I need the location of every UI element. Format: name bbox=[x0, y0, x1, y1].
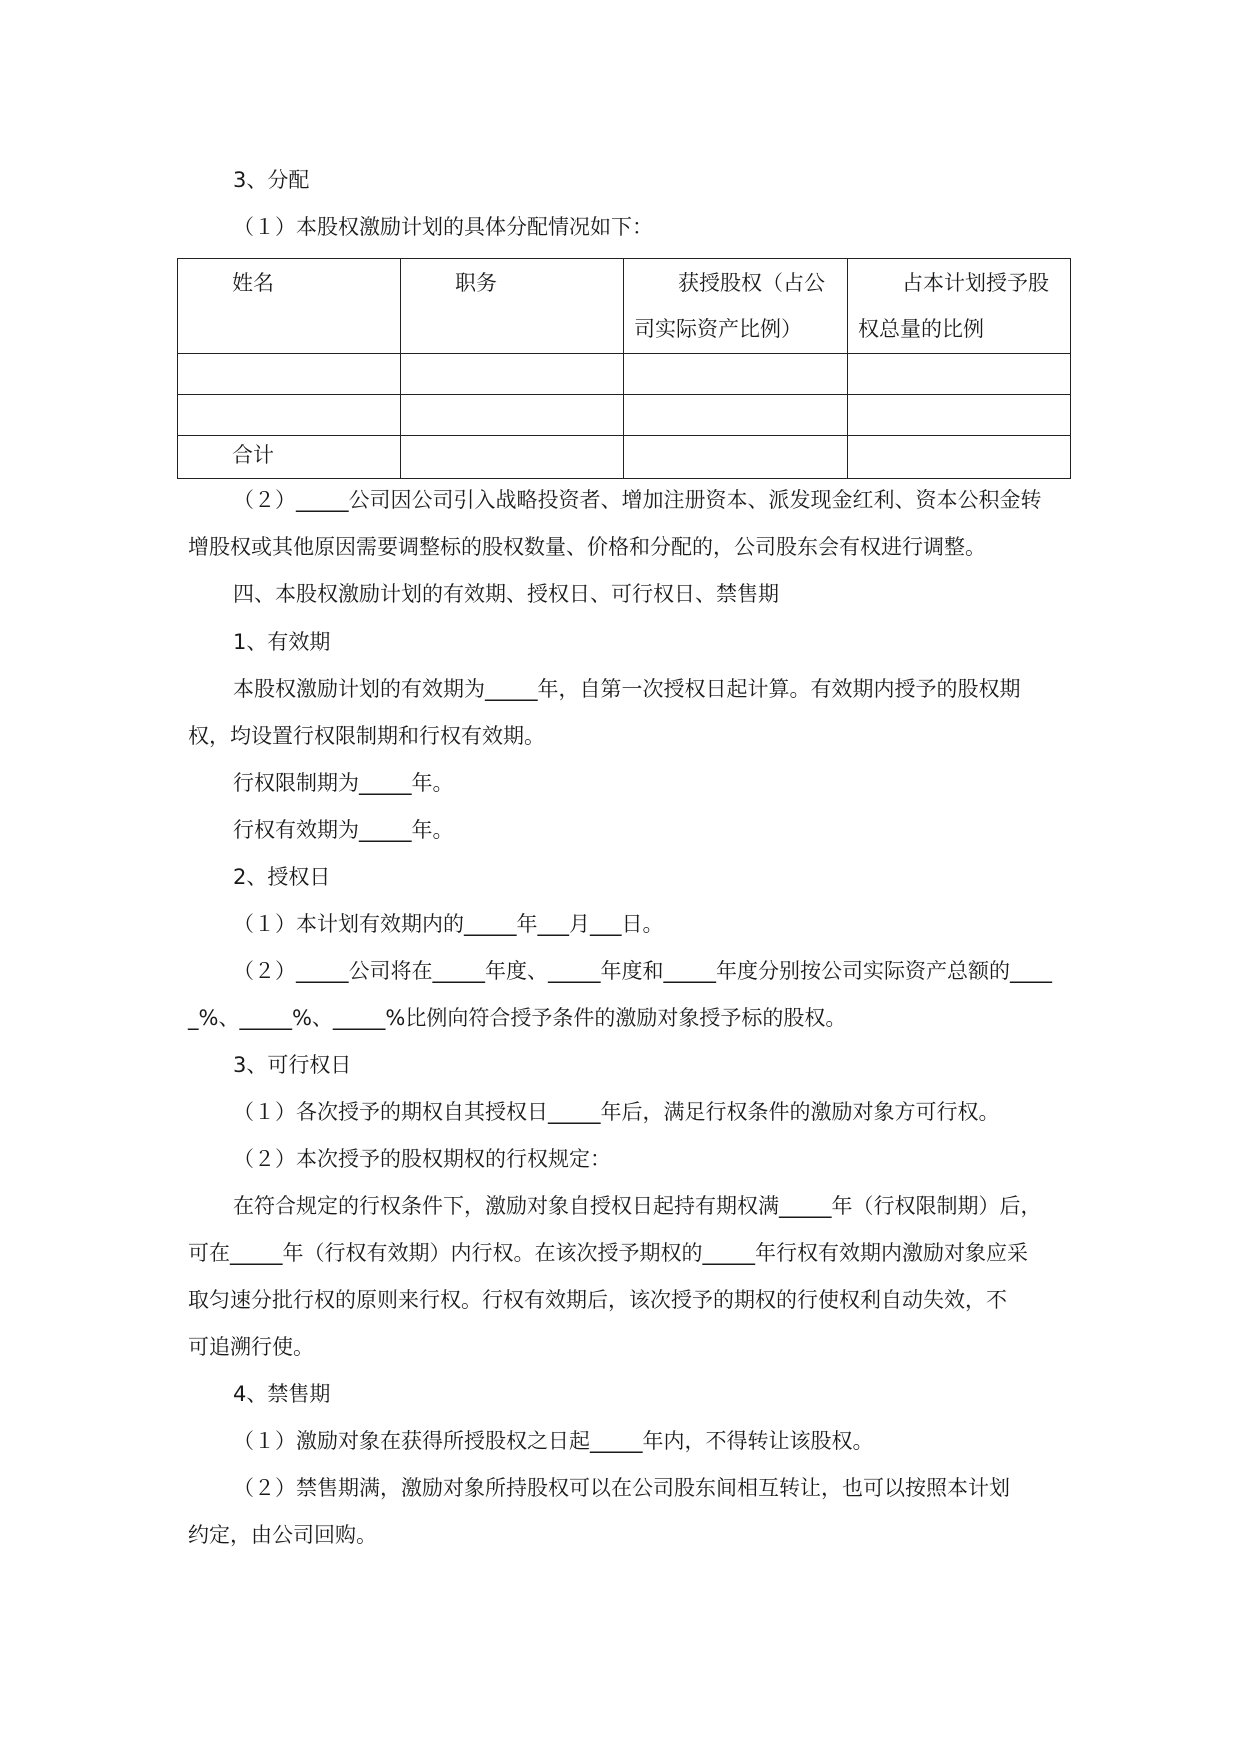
paragraph-4-1-restriction: 行权限制期为_____年。 bbox=[233, 771, 454, 795]
allocation-table bbox=[177, 258, 1071, 479]
paragraph-4-3-3-line1: 在符合规定的行权条件下，激励对象自授权日起持有期权满_____年（行权限制期）后， bbox=[233, 1194, 1042, 1218]
header-name: 姓名 bbox=[232, 271, 274, 295]
table-cell bbox=[624, 354, 848, 395]
header-ratio-line2: 权总量的比例 bbox=[858, 317, 984, 341]
header-ratio-cell bbox=[848, 259, 1071, 354]
paragraph-4-3-3-line4: 可追溯行使。 bbox=[188, 1335, 314, 1359]
header-name-cell bbox=[178, 259, 401, 354]
paragraph-4-2-1: （１）本计划有效期内的_____年___月___日。 bbox=[233, 912, 664, 936]
header-granted-line1: 获授股权（占公 bbox=[678, 271, 825, 295]
table-cell bbox=[401, 354, 624, 395]
total-label-cell bbox=[178, 436, 401, 479]
header-ratio-line1: 占本计划授予股 bbox=[902, 271, 1049, 295]
table-header-row bbox=[178, 259, 1071, 354]
table-cell bbox=[178, 354, 401, 395]
paragraph-4-3-3-line2: 可在_____年（行权有效期）内行权。在该次授予期权的_____年行权有效期内激励对象应采 bbox=[188, 1241, 1028, 1265]
subsection-4-2-heading: 2、授权日 bbox=[233, 865, 331, 889]
paragraph-4-1-line2: 权，均设置行权限制期和行权有效期。 bbox=[188, 724, 545, 748]
paragraph-3-2-line1: （２）_____公司因公司引入战略投资者、增加注册资本、派发现金红利、资本公积金转 bbox=[233, 488, 1042, 512]
table-cell bbox=[401, 436, 624, 479]
paragraph-4-2-2-line1: （２）_____公司将在_____年度、_____年度和_____年度分别按公司实际资产总额的____ bbox=[233, 959, 1052, 983]
paragraph-4-4-2-line2: 约定，由公司回购。 bbox=[188, 1523, 377, 1547]
subsection-4-3-heading: 3、可行权日 bbox=[233, 1053, 352, 1077]
header-position-cell bbox=[401, 259, 624, 354]
table-cell bbox=[624, 395, 848, 436]
paragraph-4-1-validity: 行权有效期为_____年。 bbox=[233, 818, 454, 842]
table-cell bbox=[848, 395, 1071, 436]
subsection-4-1-heading: 1、有效期 bbox=[233, 630, 331, 654]
table-row bbox=[178, 354, 1071, 395]
table-row bbox=[178, 395, 1071, 436]
subsection-4-4-heading: 4、禁售期 bbox=[233, 1382, 331, 1406]
paragraph-4-4-2-line1: （２）禁售期满，激励对象所持股权可以在公司股东间相互转让，也可以按照本计划 bbox=[233, 1476, 1010, 1500]
paragraph-4-3-1: （１）各次授予的期权自其授权日_____年后，满足行权条件的激励对象方可行权。 bbox=[233, 1100, 1000, 1124]
paragraph-4-3-3-line3: 取匀速分批行权的原则来行权。行权有效期后，该次授予的期权的行使权利自动失效，不 bbox=[188, 1288, 1007, 1312]
total-label: 合计 bbox=[232, 443, 274, 467]
header-granted-line2: 司实际资产比例） bbox=[634, 317, 802, 341]
header-position: 职务 bbox=[455, 271, 497, 295]
table-total-row bbox=[178, 436, 1071, 479]
paragraph-3-2-line2: 增股权或其他原因需要调整标的股权数量、价格和分配的，公司股东会有权进行调整。 bbox=[188, 535, 986, 559]
table-cell bbox=[401, 395, 624, 436]
table-cell bbox=[848, 436, 1071, 479]
section-4-heading: 四、本股权激励计划的有效期、授权日、可行权日、禁售期 bbox=[233, 582, 779, 606]
table-cell bbox=[624, 436, 848, 479]
header-granted-cell bbox=[624, 259, 848, 354]
section-3-heading: 3、分配 bbox=[233, 168, 310, 192]
paragraph-4-3-2: （２）本次授予的股权期权的行权规定： bbox=[233, 1147, 611, 1171]
table-cell bbox=[178, 395, 401, 436]
paragraph-4-4-1: （１）激励对象在获得所授股权之日起_____年内，不得转让该股权。 bbox=[233, 1429, 874, 1453]
paragraph-4-1-line1: 本股权激励计划的有效期为_____年，自第一次授权日起计算。有效期内授予的股权期 bbox=[233, 677, 1021, 701]
table-cell bbox=[848, 354, 1071, 395]
paragraph-4-2-2-line2: _%、_____%、_____%比例向符合授予条件的激励对象授予标的股权。 bbox=[188, 1006, 847, 1030]
paragraph-3-1: （１）本股权激励计划的具体分配情况如下： bbox=[233, 215, 653, 239]
